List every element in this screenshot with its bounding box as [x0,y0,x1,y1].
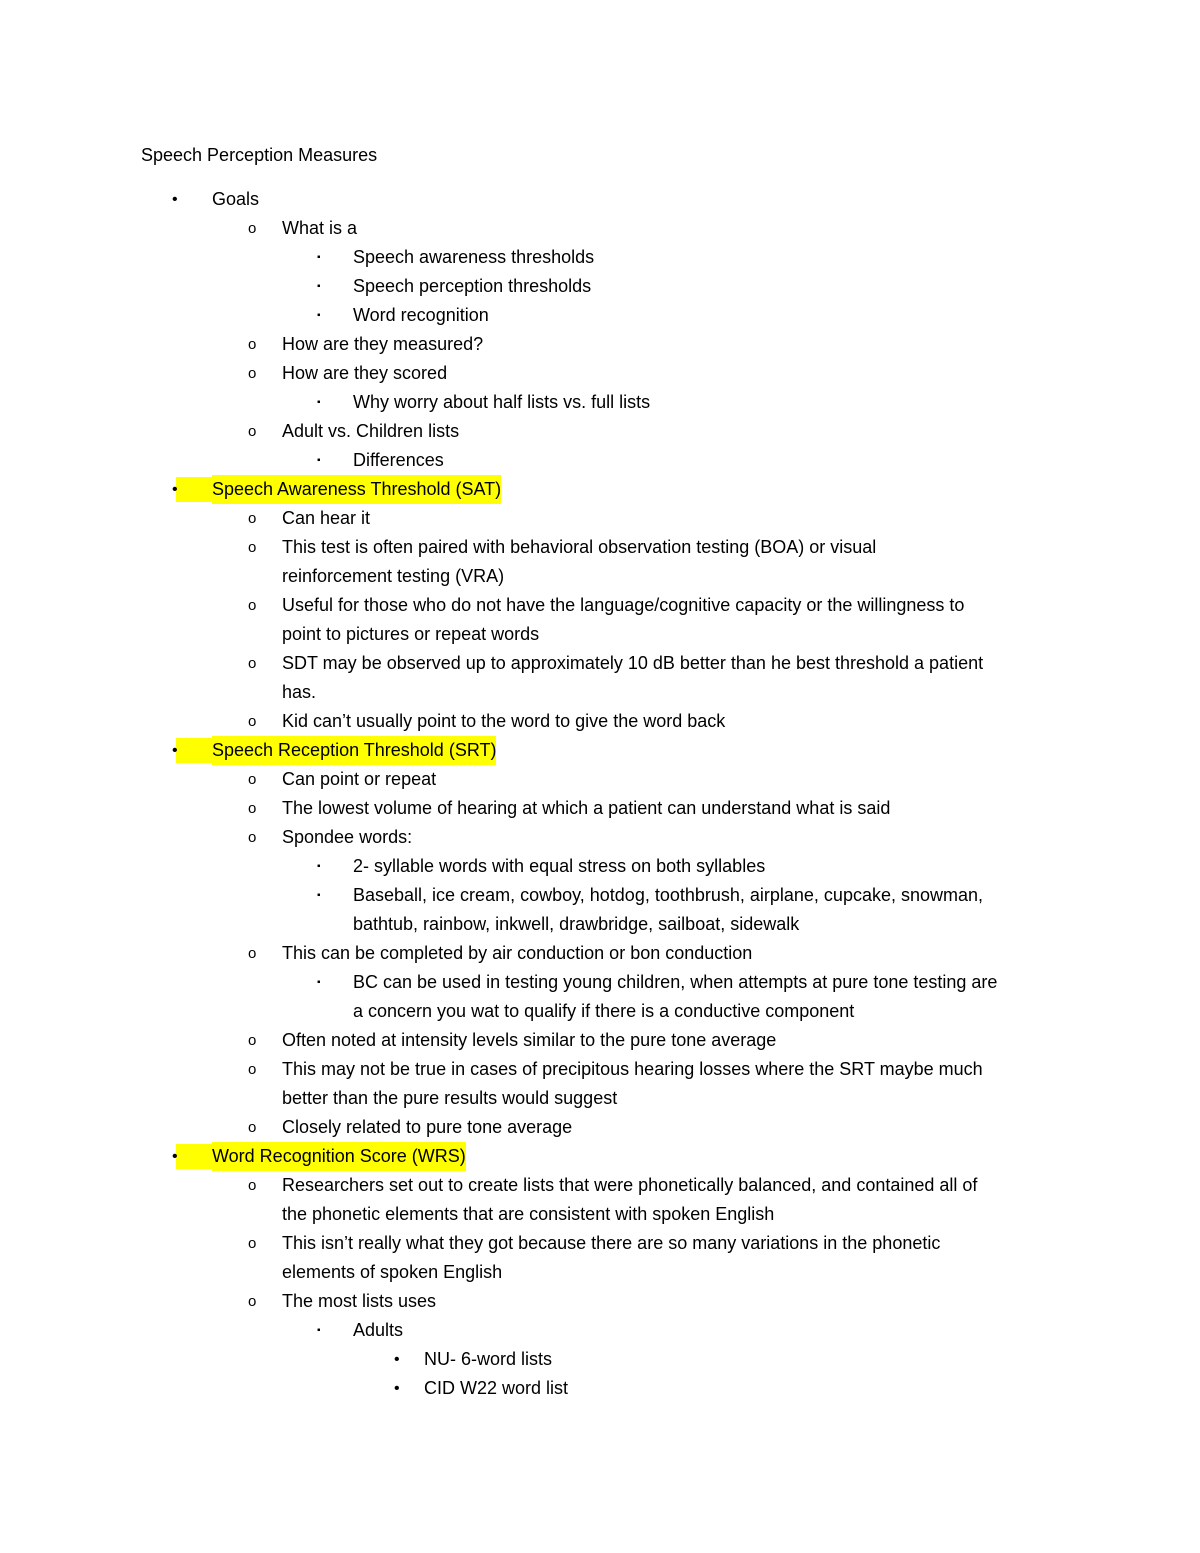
list-item [0,881,1200,910]
bullet-icon: ▪ [317,977,321,988]
list-item [0,765,1200,794]
list-item [0,968,1200,997]
bullet-icon: o [248,336,257,353]
list-item [0,214,1200,243]
list-item-text: reinforcement testing (VRA) [282,566,505,586]
list-item-text: The most lists uses [282,1291,437,1311]
bullet-icon: • [172,1148,178,1165]
list-item-text: Adult vs. Children lists [282,421,460,441]
bullet-icon: • [172,742,178,759]
list-item [0,301,1200,330]
list-item [0,330,1200,359]
list-item-text: 2- syllable words with equal stress on both syllables [353,856,766,876]
list-item-text: Researchers set out to create lists that were phonetically balanced, and contained all of [282,1175,978,1195]
list-item [0,1113,1200,1142]
list-item [0,1142,1200,1171]
list-item [0,1316,1200,1345]
list-item-text: Can point or repeat [282,769,437,789]
bullet-icon: ▪ [317,310,321,321]
list-item [0,1229,1200,1258]
list-item [0,852,1200,881]
list-item-text: better than the pure results would suggest [282,1088,618,1108]
bullet-icon: o [248,829,257,846]
bullet-icon: o [248,945,257,962]
bullet-icon: • [394,1380,400,1397]
bullet-icon: ▪ [317,455,321,466]
list-item-text: Speech perception thresholds [353,276,592,296]
bullet-icon: o [248,1032,257,1049]
list-item [0,1055,1200,1084]
list-item [0,185,1200,214]
section-heading: Speech Awareness Threshold (SAT) [212,475,501,504]
list-item-text: bathtub, rainbow, inkwell, drawbridge, sailboat, sidewalk [353,914,800,934]
list-item-continuation [0,910,1200,939]
list-item [0,1374,1200,1403]
bullet-icon: o [248,1235,257,1252]
list-item [0,707,1200,736]
bullet-icon: o [248,1119,257,1136]
bullet-icon: o [248,1061,257,1078]
list-item [0,736,1200,765]
list-item-text: This test is often paired with behavioral observation testing (BOA) or visual [282,537,877,557]
list-item [0,649,1200,678]
list-item-text: elements of spoken English [282,1262,503,1282]
list-item-text: NU- 6-word lists [424,1349,553,1369]
list-item [0,823,1200,852]
list-item-continuation [0,562,1200,591]
bullet-icon: o [248,365,257,382]
bullet-icon: ▪ [317,397,321,408]
bullet-icon: o [248,597,257,614]
list-item-continuation [0,1258,1200,1287]
list-item-text: This may not be true in cases of precipitous hearing losses where the SRT maybe much [282,1059,983,1079]
list-item-text: CID W22 word list [424,1378,569,1398]
list-item-text: SDT may be observed up to approximately 10 dB better than he best threshold a patient [282,653,984,673]
highlight-band [176,1144,212,1169]
section-heading: Word Recognition Score (WRS) [212,1142,466,1171]
list-item-text: Word recognition [353,305,489,325]
bullet-icon: o [248,1177,257,1194]
bullet-icon: o [248,1293,257,1310]
bullet-icon: ▪ [317,1325,321,1336]
bullet-icon: o [248,771,257,788]
list-item-continuation [0,997,1200,1026]
bullet-icon: o [248,800,257,817]
list-item [0,1345,1200,1374]
list-item [0,243,1200,272]
list-item-text: Speech awareness thresholds [353,247,595,267]
list-item-text: BC can be used in testing young children, when attempts at pure tone testing are [353,972,998,992]
bullet-icon: o [248,713,257,730]
list-item-text: the phonetic elements that are consistent with spoken English [282,1204,775,1224]
bullet-icon: o [248,539,257,556]
bullet-icon: ▪ [317,890,321,901]
list-item-text: The lowest volume of hearing at which a patient can understand what is said [282,798,891,818]
list-item-text: Adults [353,1320,404,1340]
list-item [0,388,1200,417]
list-item-continuation [0,678,1200,707]
list-item [0,475,1200,504]
list-item-text: Closely related to pure tone average [282,1117,573,1137]
list-item [0,417,1200,446]
list-item-text: This can be completed by air conduction or bon conduction [282,943,753,963]
list-item-text: This isn’t really what they got because there are so many variations in the phonetic [282,1233,941,1253]
list-item-text: Spondee words: [282,827,413,847]
list-item-continuation [0,1200,1200,1229]
list-item-continuation [0,1084,1200,1113]
bullet-icon: o [248,510,257,527]
section-heading: Speech Reception Threshold (SRT) [212,736,496,765]
list-item-text: Baseball, ice cream, cowboy, hotdog, toothbrush, airplane, cupcake, snowman, [353,885,984,905]
list-item-text: a concern you wat to qualify if there is a conductive component [353,1001,855,1021]
bullet-icon: ▪ [317,861,321,872]
list-item-text: has. [282,682,317,702]
list-item-text: Goals [212,189,260,209]
list-item [0,794,1200,823]
bullet-icon: • [394,1351,400,1368]
bullet-icon: • [172,191,178,208]
list-item [0,272,1200,301]
list-item-text: Can hear it [282,508,371,528]
list-item-text: Why worry about half lists vs. full lists [353,392,651,412]
list-item [0,1026,1200,1055]
highlight-band [176,477,212,502]
list-item-text: How are they scored [282,363,448,383]
list-item-text: Useful for those who do not have the language/cognitive capacity or the willingness to [282,595,965,615]
list-item [0,1287,1200,1316]
highlight-band [176,738,212,763]
list-item [0,359,1200,388]
bullet-icon: o [248,655,257,672]
list-item-text: Kid can’t usually point to the word to give the word back [282,711,726,731]
list-item-text: How are they measured? [282,334,484,354]
list-item [0,533,1200,562]
page-title: Speech Perception Measures [141,145,378,165]
list-item-text: What is a [282,218,358,238]
list-item [0,504,1200,533]
list-item [0,939,1200,968]
list-item-continuation [0,620,1200,649]
bullet-icon: o [248,423,257,440]
bullet-icon: ▪ [317,281,321,292]
list-item [0,446,1200,475]
list-item-text: Differences [353,450,444,470]
list-item-text: Often noted at intensity levels similar to the pure tone average [282,1030,777,1050]
bullet-icon: ▪ [317,252,321,263]
list-item [0,591,1200,620]
bullet-icon: • [172,481,178,498]
list-item-text: point to pictures or repeat words [282,624,540,644]
bullet-icon: o [248,220,257,237]
list-item [0,1171,1200,1200]
